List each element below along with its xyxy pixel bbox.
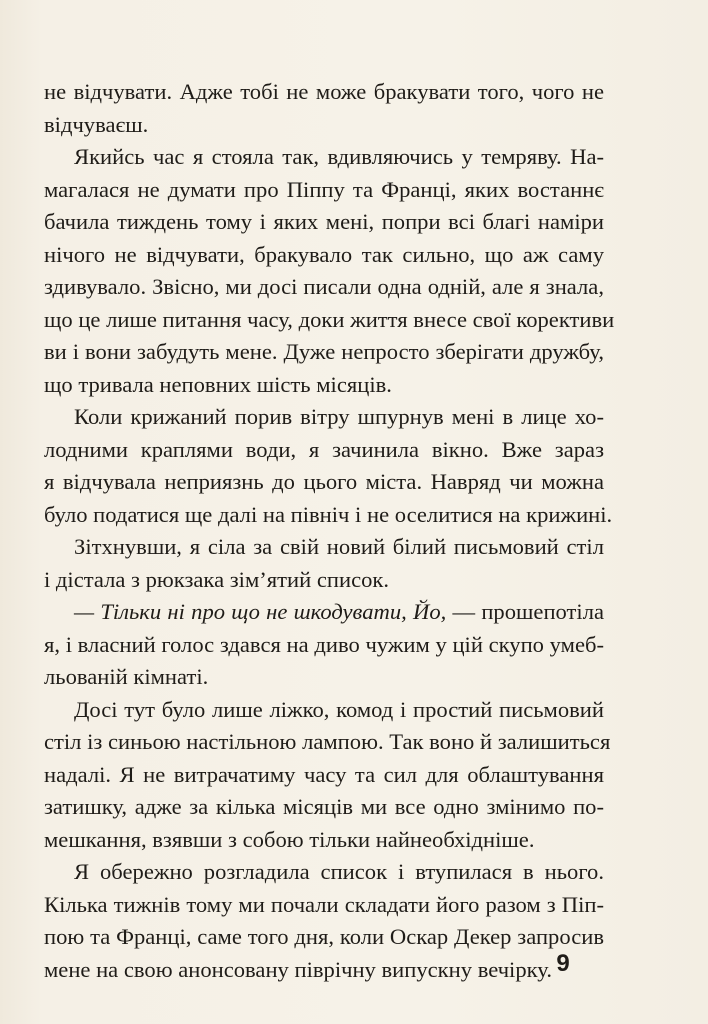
text-line: я, і власний голос здався на диво чужим у цій скупо умеб- xyxy=(44,631,604,657)
dialogue-attribution: — прошепотіла xyxy=(446,599,604,624)
page-number: 9 xyxy=(556,950,570,977)
text-line: стіл із синьою настільною лампою. Так воно й залишиться xyxy=(44,729,611,754)
text-line: Коли крижаний порив вітру шпурнув мені в лице хо- xyxy=(74,404,604,429)
text-line: що тривала неповних шість місяців. xyxy=(44,371,392,397)
dialogue-line xyxy=(44,596,604,629)
text-line: Якийсь час я стояла так, вдивляючись у темряву. На- xyxy=(74,144,604,169)
text-line: надалі. Я не витрачатиму часу та сил для облаштування xyxy=(44,761,604,787)
text-line: не відчувати. Адже тобі не може бракувати того, чого не xyxy=(44,79,604,104)
text-line: Я обережно розгладила список і втупилася в нього. xyxy=(74,859,604,884)
text-line: я відчувала неприязнь до цього міста. Навряд чи можна xyxy=(44,469,604,494)
text-line: і дістала з рюкзака зім’ятий список. xyxy=(44,566,390,592)
text-line: Зітхнувши, я сіла за свій новий білий письмовий стіл xyxy=(74,534,604,559)
text-line: магалася не думати про Піппу та Франці, яких востаннє xyxy=(44,176,604,202)
text-line: Досі тут було лише ліжко, комод і простий письмовий xyxy=(74,696,604,722)
text-line: Кілька тижнів тому ми почали складати його разом з Піп- xyxy=(44,891,604,917)
text-line: мешкання, взявши з собою тільки найнеобхідніше. xyxy=(44,826,535,852)
body-text xyxy=(44,76,615,986)
dialogue-quote: — Тільки ні про що не шкодувати, Йо, xyxy=(74,599,447,624)
text-line: було податися ще далі на північ і не оселитися на крижині. xyxy=(44,501,613,527)
text-line: лодними краплями води, я зачинила вікно. Вже зараз xyxy=(44,436,604,462)
text-line: ви і вони забудуть мене. Дуже непросто зберігати дружбу, xyxy=(44,339,604,364)
text-line: затишку, адже за кілька місяців ми все одно змінимо по- xyxy=(44,794,604,819)
text-line: льованій кімнаті. xyxy=(44,664,209,689)
text-line: бачила тиждень тому і яких мені, попри всі благі наміри xyxy=(44,209,604,234)
text-line: нічого не відчувати, бракувало так сильно, що аж саму xyxy=(44,241,604,267)
text-line: мене на свою анонсовану піврічну випускну вечірку. xyxy=(44,956,552,982)
text-line: пою та Франці, саме того дня, коли Оскар Декер запросив xyxy=(44,924,604,949)
text-line: що це лише питання часу, доки життя внесе свої корективи xyxy=(44,306,615,332)
text-line: здивувало. Звісно, ми досі писали одна одній, але я знала, xyxy=(44,274,604,299)
text-line: відчуваєш. xyxy=(44,111,149,137)
